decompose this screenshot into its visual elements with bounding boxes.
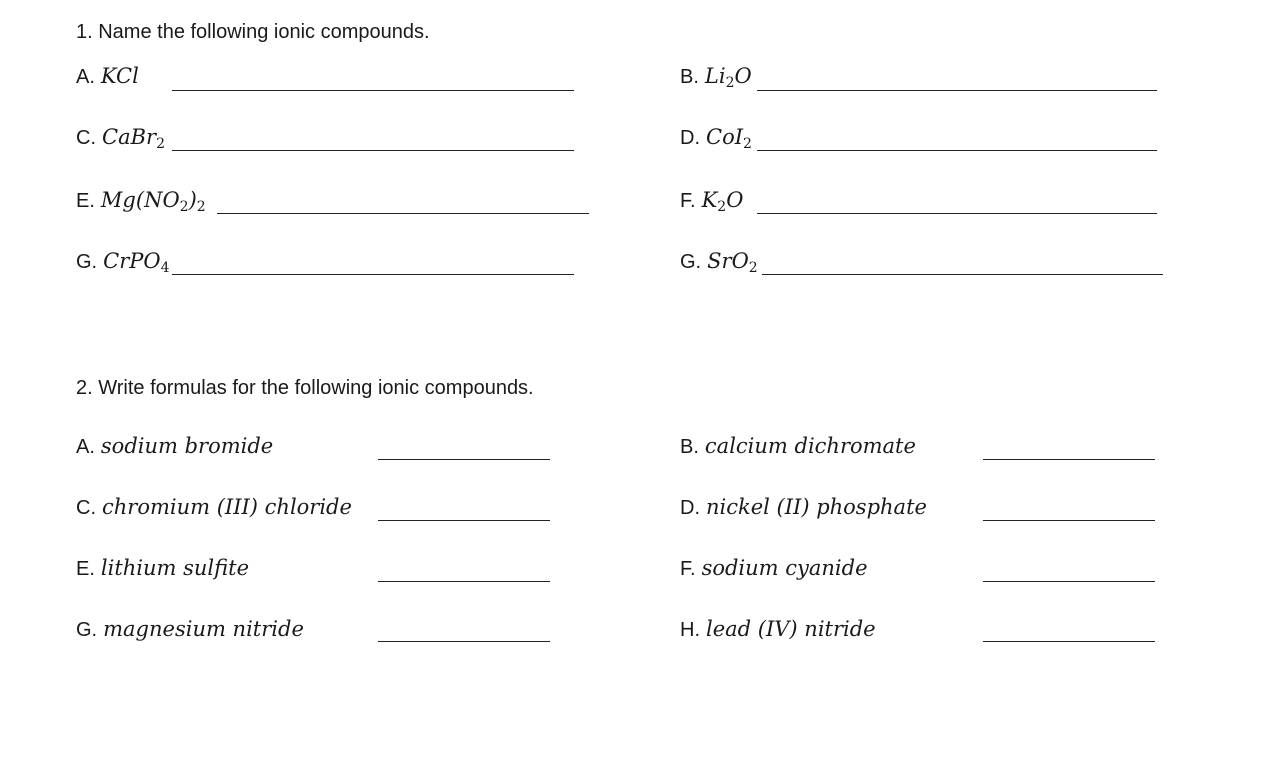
s2-item-h-answer-line[interactable]: [983, 641, 1155, 642]
s1-item-b-letter: B.: [680, 66, 699, 88]
s2-item-f-letter: F.: [680, 558, 696, 580]
s2-item-c-answer-line[interactable]: [378, 520, 550, 521]
s1-item-e-answer-line[interactable]: [217, 213, 589, 214]
s1-item-h-letter: G.: [680, 251, 702, 273]
s2-item-h: [680, 617, 876, 647]
s2-item-b-answer-line[interactable]: [983, 459, 1155, 460]
s1-item-e-formula: $Mg(NO_2)_2$: [100, 188, 206, 215]
s1-item-g-letter: G.: [76, 251, 98, 273]
s2-item-c: [76, 495, 352, 525]
s2-item-f-answer-line[interactable]: [983, 581, 1155, 582]
s2-item-f-name: sodium cyanide: [701, 556, 868, 580]
s1-item-b-answer-line[interactable]: [757, 90, 1157, 91]
section2-title: 2. Write formulas for the following ionic compounds.: [76, 377, 534, 399]
s1-item-e: [76, 188, 206, 218]
s1-item-b-formula: $Li_2O$: [704, 64, 752, 91]
s1-item-h-answer-line[interactable]: [762, 274, 1163, 275]
s1-item-h-formula: SrO$_2$: [707, 249, 758, 276]
s2-item-g-name: magnesium nitride: [103, 617, 304, 641]
s2-item-e-answer-line[interactable]: [378, 581, 550, 582]
s1-item-c-answer-line[interactable]: [172, 150, 574, 151]
s1-item-f-letter: F.: [680, 190, 696, 212]
s1-item-c-formula: CaBr$_2$: [102, 125, 166, 152]
s2-item-d-letter: D.: [680, 497, 700, 519]
s1-item-f: [680, 188, 743, 218]
section1-title: 1. Name the following ionic compounds.: [76, 21, 430, 43]
s2-item-b-letter: B.: [680, 436, 699, 458]
s2-item-c-letter: C.: [76, 497, 96, 519]
s1-item-c: [76, 125, 165, 155]
s1-item-g: [76, 249, 170, 279]
s1-item-e-letter: E.: [76, 190, 95, 212]
s2-item-b-name: calcium dichromate: [704, 434, 916, 458]
s1-item-f-formula: $K_2O$: [701, 188, 744, 215]
s2-item-g-answer-line[interactable]: [378, 641, 550, 642]
s2-item-e-letter: E.: [76, 558, 95, 580]
s2-item-g: [76, 617, 304, 647]
s1-item-d-answer-line[interactable]: [757, 150, 1157, 151]
s2-item-g-letter: G.: [76, 619, 98, 641]
s1-item-g-answer-line[interactable]: [172, 274, 574, 275]
s2-item-d-answer-line[interactable]: [983, 520, 1155, 521]
s1-item-d-formula: CoI$_2$: [706, 125, 752, 152]
s2-item-a-name: sodium bromide: [100, 434, 274, 458]
s2-item-a-answer-line[interactable]: [378, 459, 550, 460]
s1-item-d: [680, 125, 752, 155]
s2-item-b: [680, 434, 916, 464]
s2-item-e-name: lithium sulfite: [100, 556, 250, 580]
s2-item-f: [680, 556, 868, 586]
s2-item-a: [76, 434, 273, 464]
s1-item-a: [76, 64, 139, 94]
s1-item-a-formula: KCl: [100, 64, 139, 88]
s1-item-d-letter: D.: [680, 127, 700, 149]
s2-item-c-name: chromium (III) chloride: [102, 495, 352, 519]
s1-item-h: [680, 249, 758, 279]
s2-item-e: [76, 556, 249, 586]
s2-item-h-letter: H.: [680, 619, 700, 641]
s2-item-h-name: lead (IV) nitride: [706, 617, 876, 641]
s2-item-a-letter: A.: [76, 436, 95, 458]
s1-item-a-answer-line[interactable]: [172, 90, 574, 91]
s1-item-c-letter: C.: [76, 127, 96, 149]
s2-item-d-name: nickel (II) phosphate: [706, 495, 927, 519]
s2-item-d: [680, 495, 927, 525]
s1-item-g-formula: CrPO$_4$: [103, 249, 170, 276]
s1-item-f-answer-line[interactable]: [757, 213, 1157, 214]
s1-item-a-letter: A.: [76, 66, 95, 88]
s1-item-b: [680, 64, 752, 94]
